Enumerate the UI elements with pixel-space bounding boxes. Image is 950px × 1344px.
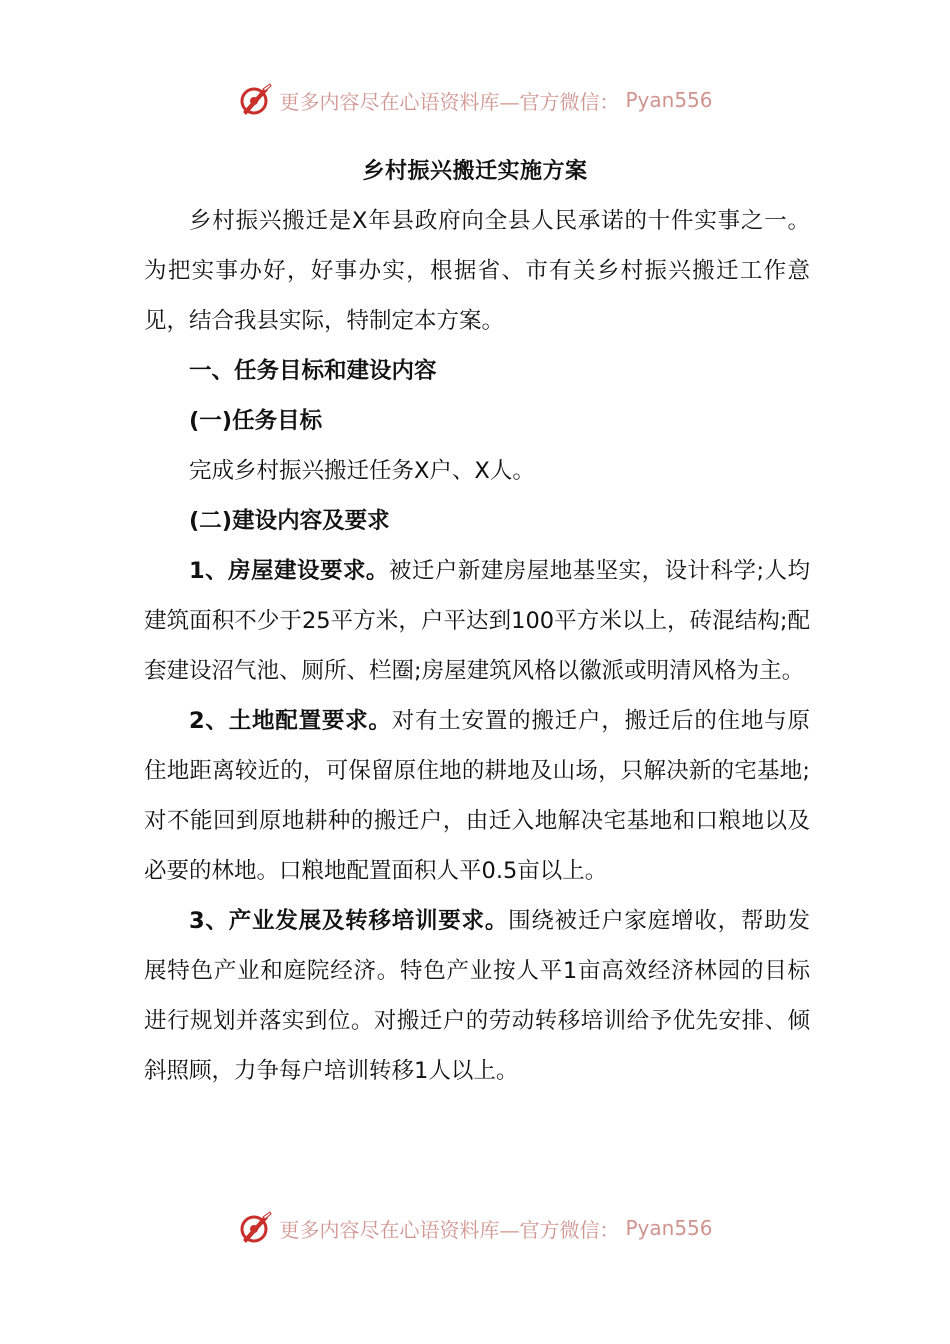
section-heading-1: 一、任务目标和建设内容 (189, 358, 437, 384)
watermark-wechat-id: Pyan556 (625, 1216, 713, 1240)
item-text-1: 被迁户新建房屋地基坚实，设计科学;人均建筑面积不少于25平方米，户平达到100平方米以上，砖混结构;配套建设沼气池、厕所、栏圈;房屋建筑风格以徽派或明清风格为主。 (144, 558, 810, 684)
watermark-chinese-text: 更多内容尽在心语资料库—官方微信： (279, 1217, 620, 1242)
watermark-wechat-id: Pyan556 (625, 88, 713, 112)
item-paragraph-1 (144, 546, 810, 696)
document-body (144, 196, 810, 1096)
item-paragraph-3 (144, 896, 810, 1096)
intro-paragraph: 乡村振兴搬迁是Ⅹ年县政府向全县人民承诺的十件实事之一。为把实事办好，好事办实，根据省、市有关乡村振兴搬迁工作意见，结合我县实际，特制定本方案。 (144, 208, 810, 334)
item-text-2: 对有土安置的搬迁户，搬迁后的住地与原住地距离较近的，可保留原住地的耕地及山场，只解决新的宅基地;对不能回到原地耕种的搬迁户，由迁入地解决宅基地和口粮地以及必要的林地。口粮地配置面积人平0.5亩以上。 (144, 708, 810, 884)
item-lead-2: 2、土地配置要求。 (189, 708, 392, 734)
item-lead-3: 3、产业发展及转移培训要求。 (189, 908, 509, 934)
header-watermark (0, 82, 950, 118)
subsection-heading-2: (二)建设内容及要求 (189, 508, 390, 534)
pen-circle-logo-icon (237, 82, 273, 118)
item-text-3: 围绕被迁户家庭增收，帮助发展特色产业和庭院经济。特色产业按人平1亩高效经济林园的目标进行规划并落实到位。对搬迁户的劳动转移培训给予优先安排、倾斜照顾，力争每户培训转移1人以上。 (144, 908, 810, 1084)
pen-circle-logo-icon (237, 1210, 273, 1246)
item-paragraph-2 (144, 696, 810, 896)
item-lead-1: 1、房屋建设要求。 (189, 558, 389, 584)
subsection-1-paragraph: 完成乡村振兴搬迁任务Ⅹ户、Ⅹ人。 (189, 458, 535, 484)
subsection-heading-1: (一)任务目标 (189, 408, 323, 434)
watermark-chinese-text: 更多内容尽在心语资料库—官方微信： (279, 89, 620, 114)
footer-watermark (0, 1210, 950, 1246)
document-title: 乡村振兴搬迁实施方案 (362, 159, 588, 184)
